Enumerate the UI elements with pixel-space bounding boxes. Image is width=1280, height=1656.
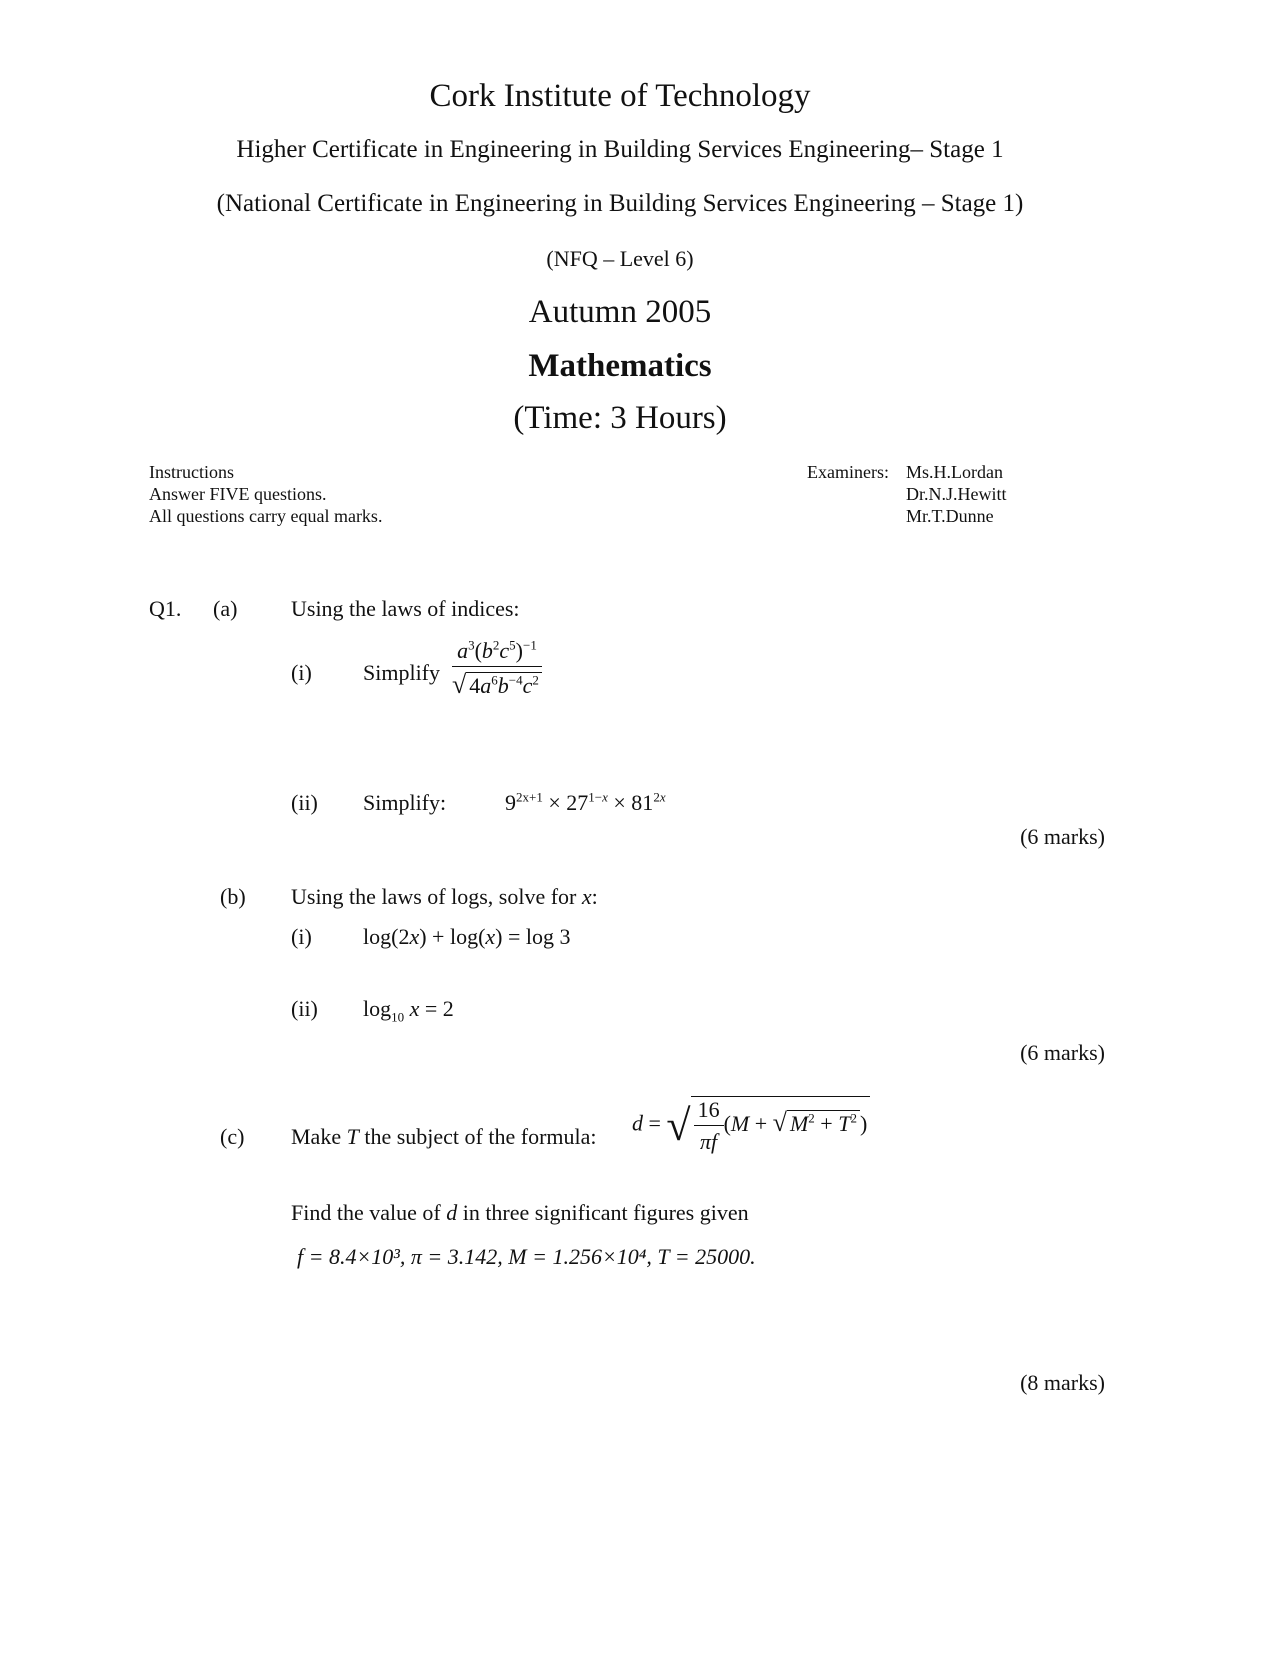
indices-expression-1: $\frac{a^3(b^2c^5)^{-1}}{√ 4a^6b^{-4}c^2}$ — [452, 638, 542, 700]
programme-title: Higher Certificate in Engineering in Building Services Engineering– Stage 1 — [236, 136, 1004, 163]
part-a-label: (a) — [213, 596, 238, 621]
part-b-intro-line — [291, 884, 598, 910]
part-b-ii-label: (ii) — [291, 996, 318, 1021]
part-c-find-line — [291, 1200, 749, 1226]
part-a-marks: (6 marks) — [1020, 824, 1105, 849]
log-equation-1: log(2x) + log(x) = log 3 — [363, 924, 571, 949]
part-a-i-text: Simplify — [363, 660, 441, 685]
part-b-intro: Using the laws of logs, solve for — [291, 884, 577, 909]
examiners-names — [906, 461, 1007, 527]
part-c-find-prefix: Find the value of — [291, 1200, 441, 1225]
part-c-marks: (8 marks) — [1020, 1370, 1105, 1395]
log-equation-2: $\log_{10} x = 2$ — [363, 996, 454, 1025]
programme-alt-title: (National Certificate in Engineering in Building Services Engineering – Stage 1) — [216, 190, 1024, 217]
part-b-label: (b) — [220, 884, 246, 909]
instructions-heading: Instructions — [149, 462, 234, 482]
indices-expression-2: $9^{2x+1} \times 27^{1-x} \times 81^{2x}$ — [505, 789, 666, 815]
part-c-instruction — [291, 1124, 597, 1150]
part-a-intro: Using the laws of indices: — [291, 596, 520, 621]
part-c-make: Make — [291, 1124, 342, 1149]
part-c-var-t: T — [346, 1124, 359, 1149]
examiner-name: Ms.H.Lordan — [906, 462, 1003, 482]
part-a-ii-text: Simplify: — [363, 790, 447, 815]
exam-duration: (Time: 3 Hours) — [513, 400, 727, 436]
part-c-label: (c) — [220, 1124, 245, 1149]
part-b-var: x — [581, 884, 592, 909]
question-number: Q1. — [149, 596, 182, 621]
institute-name: Cork Institute of Technology — [429, 78, 811, 114]
part-c-subject-text: the subject of the formula: — [364, 1124, 597, 1149]
exam-term: Autumn 2005 — [528, 294, 712, 330]
given-values: f = 8.4×10³, π = 3.142, M = 1.256×10⁴, T = 25000. — [297, 1244, 756, 1269]
examiners-label: Examiners: — [807, 462, 889, 482]
examiner-name: Mr.T.Dunne — [906, 506, 994, 526]
instructions-line: All questions carry equal marks. — [149, 506, 383, 526]
exam-subject: Mathematics — [528, 348, 712, 384]
examiner-name: Dr.N.J.Hewitt — [906, 484, 1007, 504]
part-a-i-label: (i) — [291, 660, 312, 685]
instructions-line: Answer FIVE questions. — [149, 484, 327, 504]
part-b-colon: : — [591, 884, 598, 909]
instructions-block — [149, 461, 382, 527]
part-c-var-d: d — [446, 1200, 458, 1225]
formula-d: d = √ $\frac{16}{\pi f}$ (M + √ $M^2 + T^2$ ) — [632, 1096, 870, 1155]
part-b-i-label: (i) — [291, 924, 312, 949]
nfq-level: (NFQ – Level 6) — [546, 246, 694, 271]
part-c-find-suffix: in three significant figures given — [462, 1200, 749, 1225]
part-a-ii-label: (ii) — [291, 790, 318, 815]
part-b-marks: (6 marks) — [1020, 1040, 1105, 1065]
